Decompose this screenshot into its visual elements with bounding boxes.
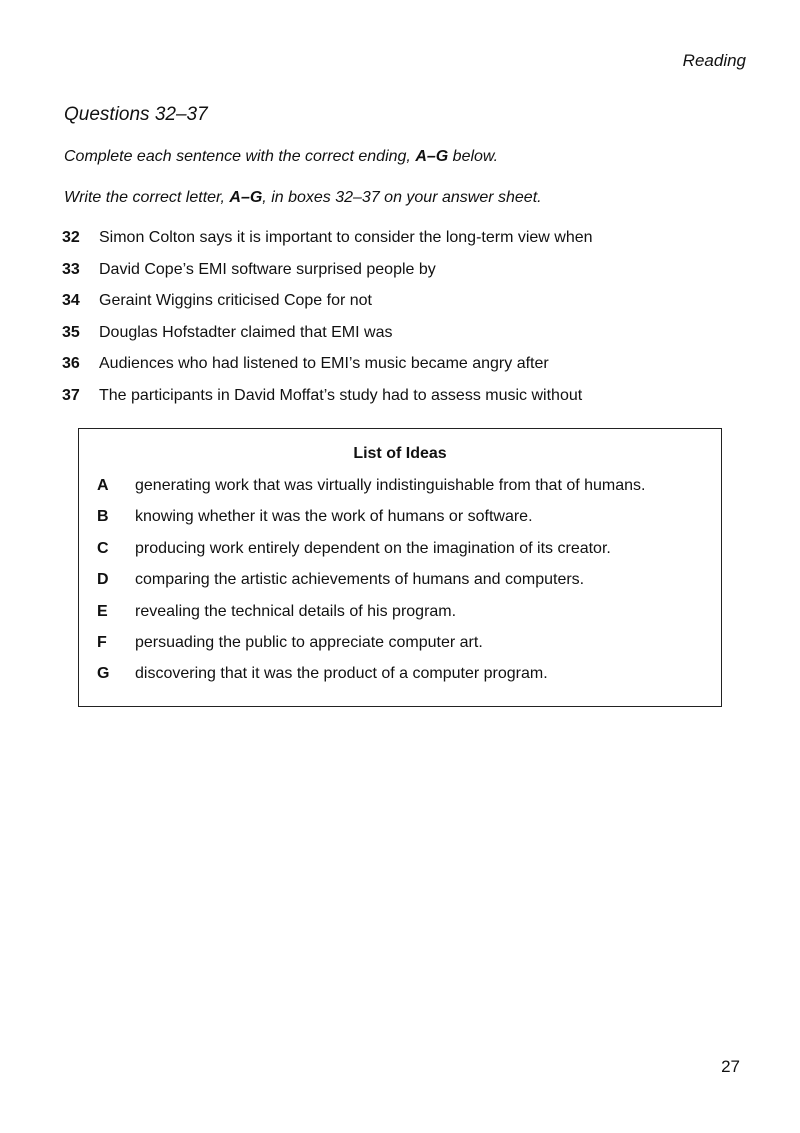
question-list xyxy=(62,229,762,419)
page-number: 27 xyxy=(721,1057,740,1076)
question-text: Simon Colton says it is important to consider the long-term view when xyxy=(99,229,593,246)
question-text: Audiences who had listened to EMI’s music became angry after xyxy=(99,355,549,373)
idea-text: revealing the technical details of his program. xyxy=(135,602,457,620)
idea-item xyxy=(97,508,717,539)
question-row xyxy=(62,229,762,261)
instruction-text: Write the correct letter, xyxy=(64,189,230,206)
section-label: Reading xyxy=(682,51,746,70)
question-row xyxy=(62,355,762,387)
question-text: Douglas Hofstadter claimed that EMI was xyxy=(99,323,393,341)
instruction-text: Complete each sentence with the correct ending, xyxy=(64,148,416,165)
ideas-list xyxy=(97,477,717,697)
idea-letter: D xyxy=(97,571,109,589)
idea-item xyxy=(97,603,717,634)
questions-heading: Questions 32–37 xyxy=(64,104,208,125)
idea-letter: G xyxy=(97,665,110,683)
question-number: 32 xyxy=(62,229,80,246)
idea-text: comparing the artistic achievements of humans and computers. xyxy=(135,571,585,589)
idea-text: discovering that it was the product of a computer program. xyxy=(135,665,548,683)
question-number: 36 xyxy=(62,355,80,373)
idea-text: persuading the public to appreciate computer art. xyxy=(135,633,483,651)
instruction-text: below. xyxy=(448,148,499,165)
idea-text: producing work entirely dependent on the imagination of its creator. xyxy=(135,539,611,557)
idea-letter: B xyxy=(97,508,109,526)
idea-item xyxy=(97,665,717,696)
idea-letter: F xyxy=(97,633,107,651)
question-text: David Cope’s EMI software surprised people by xyxy=(99,260,436,278)
question-text: The participants in David Moffat’s study had to assess music without xyxy=(99,386,583,404)
question-row xyxy=(62,292,762,324)
idea-text: knowing whether it was the work of humans or software. xyxy=(135,508,533,526)
question-row xyxy=(62,261,762,293)
question-number: 34 xyxy=(62,292,80,310)
idea-item xyxy=(97,571,717,602)
instruction-range: A–G xyxy=(229,189,263,206)
instruction-complete-sentences xyxy=(64,148,498,166)
list-of-ideas-title: List of Ideas xyxy=(353,445,447,462)
idea-item xyxy=(97,540,717,571)
question-text: Geraint Wiggins criticised Cope for not xyxy=(99,292,372,310)
question-number: 35 xyxy=(62,323,80,341)
idea-letter: A xyxy=(97,477,109,494)
instruction-write-letter xyxy=(64,189,542,207)
instruction-range: A–G xyxy=(415,148,449,165)
idea-text: generating work that was virtually indistinguishable from that of humans. xyxy=(135,477,646,494)
instruction-text: , in boxes 32–37 on your answer sheet. xyxy=(262,189,542,206)
idea-letter: E xyxy=(97,602,108,620)
idea-letter: C xyxy=(97,539,109,557)
list-of-ideas-box xyxy=(78,428,722,707)
question-row xyxy=(62,324,762,356)
question-row xyxy=(62,387,762,419)
idea-item xyxy=(97,477,717,508)
question-number: 37 xyxy=(62,386,80,404)
idea-item xyxy=(97,634,717,665)
question-number: 33 xyxy=(62,260,80,278)
